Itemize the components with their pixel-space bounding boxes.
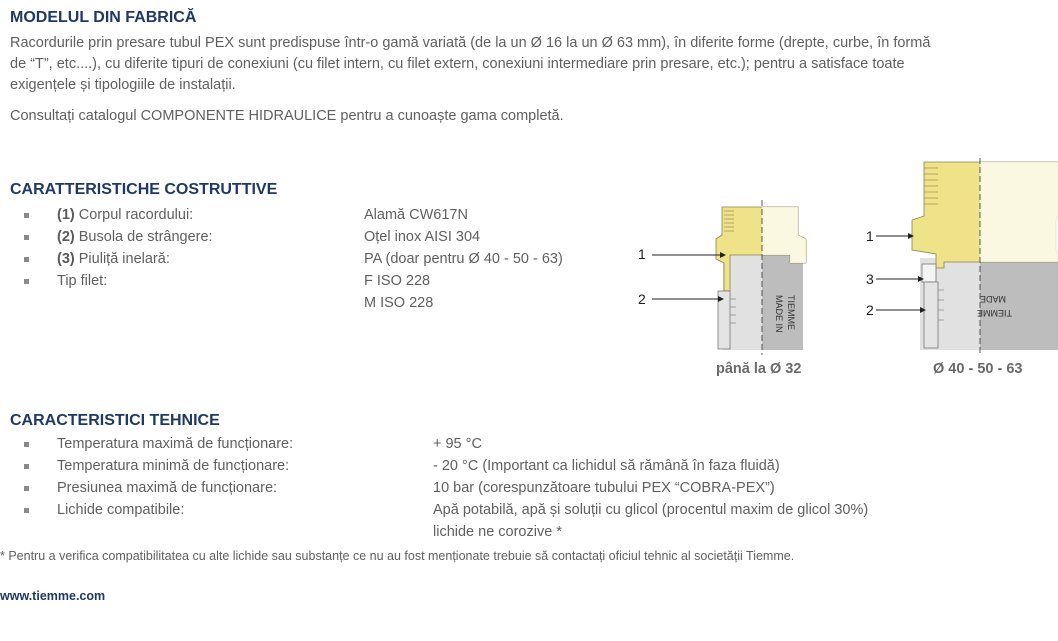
item-label: Busola de strângere: xyxy=(78,229,213,245)
bullet xyxy=(24,257,29,262)
bullet xyxy=(24,508,29,513)
technical-label-3: Presiunea maximă de funcționare: xyxy=(57,480,278,496)
pipe-text-2: TIEMME xyxy=(786,295,796,330)
item-number: (1) xyxy=(57,207,75,223)
bullet xyxy=(24,213,29,218)
pipe-text-2: TIEMME xyxy=(977,308,1012,318)
item-label: Piuliță inelară: xyxy=(78,251,170,267)
construction-value-3: PA (doar pentru Ø 40 - 50 - 63) xyxy=(364,251,563,267)
construction-item-1 xyxy=(57,205,193,225)
factory-title: MODELUL DIN FABRICĂ xyxy=(10,9,197,26)
construction-value-1: Alamă CW617N xyxy=(364,207,468,223)
bullet xyxy=(24,442,29,447)
fitting-large-caption: Ø 40 - 50 - 63 xyxy=(933,361,1023,377)
technical-value-4: Apă potabilă, apă și soluții cu glicol (procentul maxim de glicol 30%) xyxy=(433,502,869,518)
fitting-small-diagram xyxy=(630,195,820,355)
callout-label-1: 1 xyxy=(866,228,874,244)
construction-item-2 xyxy=(57,227,213,247)
pipe-text: MADE IN xyxy=(774,295,784,333)
item-number: (3) xyxy=(57,251,75,267)
technical-value-4b: lichide ne corozive * xyxy=(433,524,562,540)
factory-paragraph-line-2: de “T”, etc....), cu diferite tipuri de conexiuni (cu filet intern, cu filet extern, conexiuni intermediare prin presare, etc.); pentru a satisface toate xyxy=(10,56,905,72)
construction-value-4: F ISO 228 xyxy=(364,273,431,289)
technical-value-3: 10 bar (corespunzătoare tubului PEX “COBRA-PEX”) xyxy=(433,480,775,496)
technical-label-1: Temperatura maximă de funcționare: xyxy=(57,436,294,452)
callout-label-2: 2 xyxy=(866,302,874,318)
bullet xyxy=(24,235,29,240)
technical-title: CARACTERISTICI TEHNICE xyxy=(10,412,220,429)
ring-nut xyxy=(922,264,936,282)
footnote: * Pentru a verifica compatibilitatea cu alte lichide sau substanțe ce nu au fost menționate trebuie să contactați oficiul tehnic al societății Tiemme. xyxy=(0,549,795,563)
pipe-text: MADE xyxy=(979,294,1006,304)
bullet xyxy=(24,486,29,491)
technical-label-4: Lichide compatibile: xyxy=(57,502,185,518)
construction-item-3 xyxy=(57,249,170,269)
callout-label-3: 3 xyxy=(866,271,874,287)
callout-label-2: 2 xyxy=(638,291,646,307)
item-label: Corpul racordului: xyxy=(78,207,194,223)
technical-value-1: + 95 °C xyxy=(433,436,482,452)
construction-value-2: Oțel inox AISI 304 xyxy=(364,229,481,245)
factory-catalog-note: Consultați catalogul COMPONENTE HIDRAULICE pentru a cunoaște gama completă. xyxy=(10,108,564,124)
fitting-large-diagram xyxy=(860,158,1058,358)
callout-label-1: 1 xyxy=(638,246,646,262)
construction-item-4: Tip filet: xyxy=(57,273,108,289)
bullet xyxy=(24,464,29,469)
technical-label-2: Temperatura minimă de funcționare: xyxy=(57,458,290,474)
fitting-small-caption: până la Ø 32 xyxy=(716,361,802,377)
construction-title: CARATTERISTICHE COSTRUTTIVE xyxy=(10,181,278,198)
website-link[interactable]: www.tiemme.com xyxy=(0,589,106,603)
factory-paragraph-line-3: exigențele și tipologiile de instalații. xyxy=(10,77,236,93)
construction-value-4b: M ISO 228 xyxy=(364,295,434,311)
item-number: (2) xyxy=(57,229,75,245)
bullet xyxy=(24,279,29,284)
technical-value-2: - 20 °C (Important ca lichidul să rămână în faza fluidă) xyxy=(433,458,780,474)
factory-paragraph-line-1: Racordurile prin presare tubul PEX sunt predispuse într-o gamă variată (de la un Ø 16 la un Ø 63 mm), în diferite forme (drepte, curbe, în formă xyxy=(10,35,931,51)
steel-sleeve xyxy=(924,282,938,348)
body-section-shade xyxy=(980,162,1058,262)
body-section-shade xyxy=(762,207,806,263)
